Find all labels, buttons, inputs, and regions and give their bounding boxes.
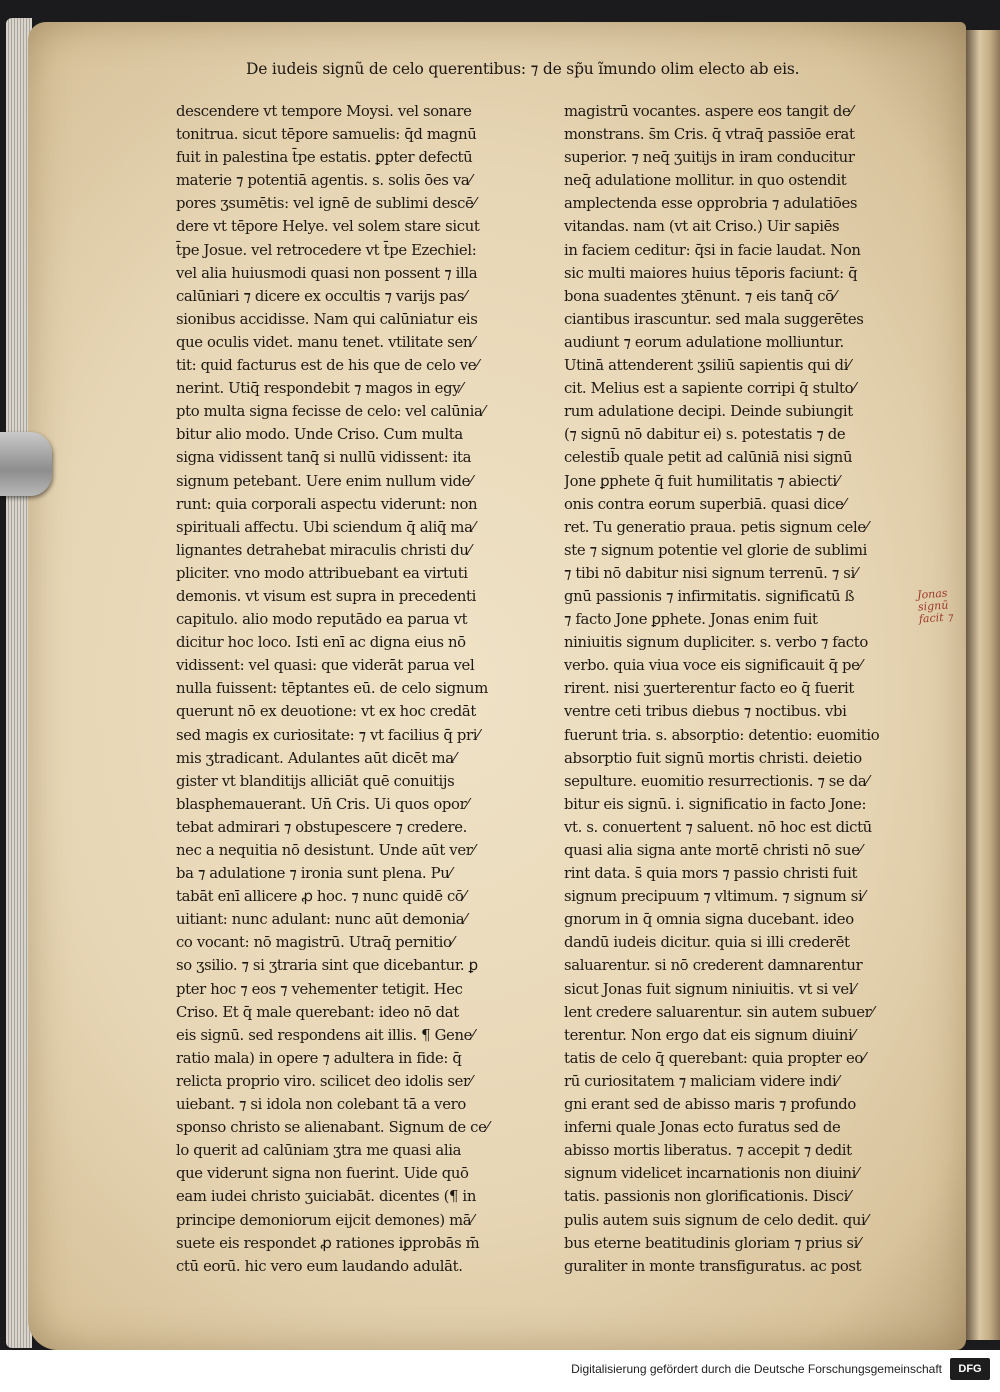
dfg-logo: DFG (950, 1358, 990, 1380)
text-line: lignantes detrahebat miraculis christi du⁄ (176, 541, 471, 559)
text-line: audiunt ⁊ eorum adulatione molliuntur. (564, 333, 844, 351)
text-column-right (564, 100, 920, 1278)
text-line: bitur alio modo. Unde Criso. Cum multa (176, 426, 463, 444)
text-line: nulla fuissent: tēptantes eū. de celo signum (176, 680, 488, 698)
text-line: abisso mortis liberatus. ⁊ accepit ⁊ dedit (564, 1142, 852, 1160)
text-line: signum videlicet incarnationis non diuini⁄ (564, 1165, 859, 1183)
text-line: capitulo. alio modo reputādo ea parua vt (176, 611, 468, 629)
text-line: uitiant: nunc adulant: nunc aūt demonia⁄ (176, 911, 467, 929)
text-line: sepulture. euomitio resurrectionis. ⁊ se da⁄ (564, 772, 869, 790)
text-line: rum adulatione decipi. Deinde subiungit (564, 403, 853, 421)
text-line: dere vt tēpore Helye. vel solem stare sicut (176, 218, 480, 236)
text-line: ret. Tu generatio praua. petis signum cele⁄ (564, 518, 868, 536)
book-gutter (966, 30, 1000, 1340)
text-line: vidissent: vel quasi: que viderāt parua vel (176, 657, 475, 675)
text-line: uiebant. ⁊ si idola non colebant tā a vero (176, 1096, 466, 1114)
funding-credit: Digitalisierung gefördert durch die Deutsche Forschungsgemeinschaft (571, 1362, 942, 1376)
text-line: signa vidissent tanq̄ si nullū vidissent: ita (176, 449, 472, 467)
text-line: tit: quid facturus est de his que de celo ve⁄ (176, 357, 479, 375)
text-line: vt. s. conuertent ⁊ saluent. nō hoc est dictū (564, 818, 872, 836)
text-line: ventre ceti tribus diebus ⁊ noctibus. vbi (564, 703, 847, 721)
text-line: bona suadentes ʒtēnunt. ⁊ eis tanq̄ cō⁄ (564, 287, 836, 305)
text-line: tatis. passionis non glorificationis. Disci⁄ (564, 1188, 851, 1206)
text-line: pliciter. vno modo attribuebant ea virtuti (176, 564, 468, 582)
text-line: signum precipuum ⁊ vltimum. ⁊ signum si⁄ (564, 888, 865, 906)
text-line: so ʒsilio. ⁊ si ʒtraria sint que dicebantur. ꝑ (176, 957, 478, 975)
text-line: co vocant: nō magistrū. Utraq̄ pernitio⁄ (176, 934, 454, 952)
text-line: lo querit ad calūniam ʒtra me quasi alia (176, 1142, 462, 1160)
text-line: vel alia huiusmodi quasi non possent ⁊ illa (176, 264, 478, 282)
text-line: terentur. Non ergo dat eis signum diuini⁄ (564, 1026, 855, 1044)
text-line: dandū iudeis dicitur. quia si illi crederēt (564, 934, 850, 952)
text-line: mis ʒtradicant. Adulantes aūt dicēt ma⁄ (176, 749, 456, 767)
text-line: gnū passionis ⁊ infirmitatis. significatū ß (564, 587, 855, 605)
text-line: sic multi maiores huius tēporis faciunt: q̄ (564, 264, 858, 282)
text-line: querunt nō ex deuotione: vt ex hoc credāt (176, 703, 476, 721)
text-line: saluarentur. si nō crederent damnarentur (564, 957, 863, 975)
text-line: lent credere saluarentur. sin autem subuer⁄ (564, 1003, 874, 1021)
text-line: tonitrua. sicut tēpore samuelis: q̄d magnū (176, 126, 477, 144)
text-line: rū curiositatem ⁊ maliciam videre indi⁄ (564, 1072, 839, 1090)
text-line: pulis autem suis signum de celo dedit. qui⁄ (564, 1211, 868, 1229)
text-line: neq̄ adulatione mollitur. in quo ostendit (564, 172, 847, 190)
text-line: verbo. quia viua voce eis significauit q̄ pe⁄ (564, 657, 862, 675)
text-line: monstrans. s̄m Cris. q̄ vtraq̄ passiōe erat (564, 126, 855, 144)
text-line: dicitur hoc loco. Isti enī ac digna eius nō (176, 634, 466, 652)
text-line: suete eis respondet ꝓ rationes iꝑprobās m̄ (176, 1234, 480, 1252)
text-line: vitandas. nam (vt ait Criso.) Uir sapiēs (564, 218, 840, 236)
text-line: superior. ⁊ neq̄ ʒuitijs in iram conducitur (564, 149, 855, 167)
text-line: gnorum in q̄ omnia signa ducebant. ideo (564, 911, 854, 929)
text-line: pter hoc ⁊ eos ⁊ vehementer tetigit. Hec (176, 980, 463, 998)
text-line: Criso. Et q̄ male querebant: ideo nō dat (176, 1003, 459, 1021)
text-line: blasphemauerant. Un̄ Cris. Ui quos opor⁄ (176, 795, 469, 813)
text-line: runt: quia corporali aspectu viderunt: non (176, 495, 478, 513)
text-line: sicut Jonas fuit signum niniuitis. vt si vel⁄ (564, 980, 856, 998)
text-line: signum petebant. Uere enim nullum vide⁄ (176, 472, 473, 490)
text-line: ciantibus irascuntur. sed mala suggerētes (564, 310, 864, 328)
text-line: eam iudei christo ʒuiciabāt. dicentes (¶ in (176, 1188, 476, 1206)
text-line: que oculis videt. manu tenet. vtilitate sen⁄ (176, 333, 475, 351)
text-line: ⁊ tibi nō dabitur nisi signum terrenū. ⁊ si⁄ (564, 564, 857, 582)
text-line: ctū eorū. hic vero eum laudando adulāt. (176, 1257, 463, 1275)
text-line: nerint. Utiq̄ respondebit ⁊ magos in egy⁄ (176, 380, 463, 398)
text-line: bus eterne beatitudinis gloriam ⁊ prius si⁄ (564, 1234, 861, 1252)
text-line: gni erant sed de abisso maris ⁊ profundo (564, 1096, 856, 1114)
text-line: demonis. vt visum est supra in precedenti (176, 587, 476, 605)
text-line: niniuitis signum dupliciter. s. verbo ⁊ facto (564, 634, 868, 652)
text-line: absorptio fuit signū mortis christi. deietio (564, 749, 862, 767)
text-line: tebat admirari ⁊ obstupescere ⁊ credere. (176, 818, 467, 836)
page-clip (0, 432, 52, 496)
footer-bar (0, 1350, 1000, 1392)
text-line: sionibus accidisse. Nam qui calūniatur eis (176, 310, 478, 328)
running-head: De iudeis signũ de celo querentibus: ⁊ de sp̃u ĩmundo olim electo ab eis. (246, 60, 800, 78)
text-line: fuerunt tria. s. absorptio: detentio: euomitio (564, 726, 880, 744)
text-line: tatis de celo q̄ querebant: quia propter eo⁄ (564, 1049, 866, 1067)
text-line: onis contra eorum superbiā. quasi dice⁄ (564, 495, 846, 513)
text-line: tabāt enī allicere ꝓ hoc. ⁊ nunc quidē cō⁄ (176, 888, 466, 906)
marginal-note: Jonas signū facit ⁊ (916, 586, 953, 626)
text-line: sed magis ex curiositate: ⁊ vt facilius q̄ pri⁄ (176, 726, 480, 744)
text-line: bitur eis signū. i. significatio in facto Jone: (564, 795, 867, 813)
text-line: eis signū. sed respondens ait illis. ¶ Gene⁄ (176, 1026, 475, 1044)
text-line: ⁊ facto Jone ꝑphete. Jonas enim fuit (564, 611, 818, 629)
text-line: amplectenda esse opprobria ⁊ adulatiōes (564, 195, 858, 213)
text-line: pto multa signa fecisse de celo: vel calūnia⁄ (176, 403, 485, 421)
text-line: guraliter in monte transfiguratus. ac post (564, 1257, 862, 1275)
text-line: fuit in palestina t̄pe estatis. ꝑpter defectū (176, 149, 473, 167)
text-line: principe demoniorum eijcit demones) mā⁄ (176, 1211, 474, 1229)
text-line: ba ⁊ adulatione ⁊ ironia sunt plena. Pu⁄ (176, 865, 452, 883)
text-line: pores ʒsumētis: vel ignē de sublimi descē⁄ (176, 195, 476, 213)
text-line: Jone ꝑphete q̄ fuit humilitatis ⁊ abiecti⁄ (564, 472, 839, 490)
text-line: materie ⁊ potentiā agentis. s. solis ōes va⁄ (176, 172, 472, 190)
text-line: gister vt blanditijs alliciāt quē conuitijs (176, 772, 455, 790)
text-line: inferni quale Jonas ecto furatus sed de (564, 1119, 841, 1137)
text-line: rirent. nisi ʒuerterentur facto eo q̄ fuerit (564, 680, 854, 698)
text-line: t̄pe Josue. vel retrocedere vt t̄pe Ezechiel: (176, 241, 477, 259)
text-line: magistrū vocantes. aspere eos tangit de⁄ (564, 103, 853, 120)
text-line: calūniari ⁊ dicere ex occultis ⁊ varijs pas⁄ (176, 287, 467, 305)
text-column-left (176, 100, 540, 1278)
text-line: cit. Melius est a sapiente corripi q̄ stulto⁄ (564, 380, 856, 398)
text-line: (⁊ signū nō dabitur ei) s. potestatis ⁊ de (564, 426, 846, 444)
text-line: quasi alia signa ante mortē christi nō sue⁄ (564, 842, 862, 859)
text-line: Utinā attenderent ʒsiliū sapientis qui di⁄ (564, 357, 851, 375)
text-line: rint data. s̄ quia mors ⁊ passio christi fuit (564, 865, 858, 883)
text-line: descendere vt tempore Moysi. vel sonare (176, 103, 472, 120)
text-line: ste ⁊ signum potentie vel glorie de sublimi (564, 541, 868, 559)
text-line: in faciem ceditur: q̄si in facie laudat. Non (564, 241, 861, 259)
text-line: nec a nequitia nō desistunt. Unde aūt ver⁄ (176, 842, 475, 859)
text-line: relicta proprio viro. scilicet deo idolis ser⁄ (176, 1072, 472, 1090)
text-line: que viderunt signa non fuerint. Uide quō (176, 1165, 469, 1183)
text-line: celestib̄ quale petit ad calūniā nisi signū (564, 449, 853, 467)
text-line: spirituali affectu. Ubi sciendum q̄ aliq̄ ma⁄ (176, 518, 475, 536)
text-line: sponso christo se alienabant. Signum de ce⁄ (176, 1119, 489, 1137)
text-line: ratio mala) in opere ⁊ adultera in fide: q̄ (176, 1049, 462, 1067)
